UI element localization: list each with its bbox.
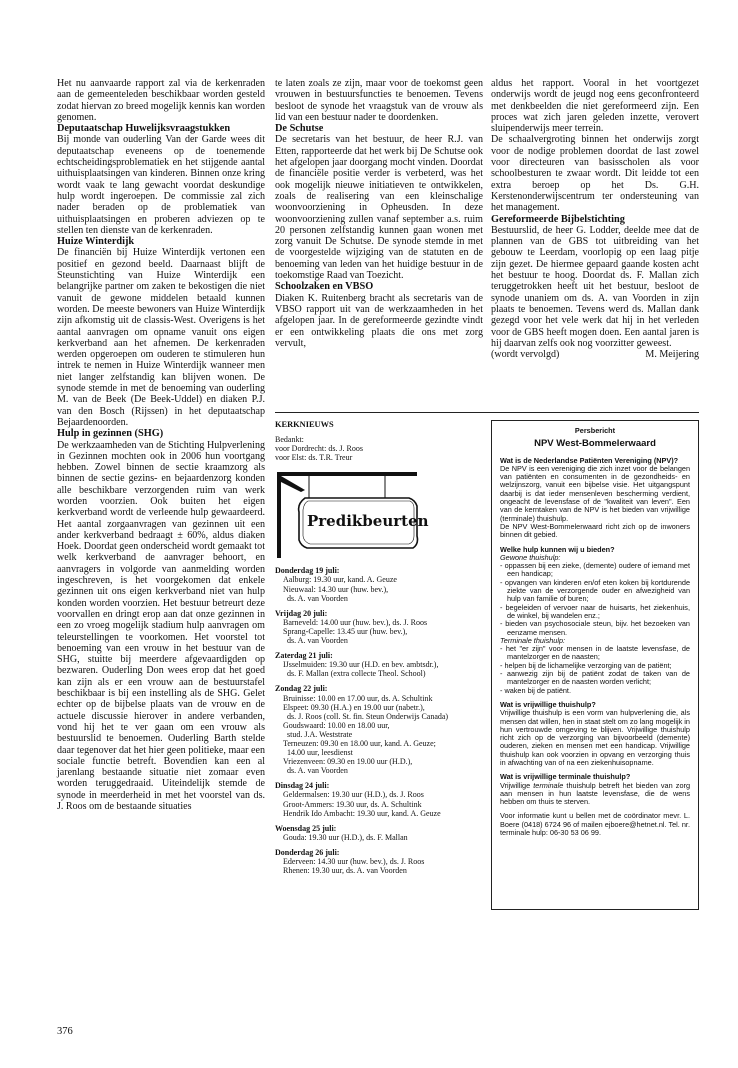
paragraph: Bestuurslid, de heer G. Lodder, deelde mee dat de plannen van de GBS tot uitbreiding van het gebouw te Leerdam, voorlopig op een laag pitje zijn gezet. De hiermee gepaard gaande kosten acht het bestuur te hoog. Doordat ds. F. Mallan zich teruggetrokken heeft uit het bestuur, besloot de synode unaniem om ds. A. van Voorden in zijn plaats te benoemen. Tevens werd ds. Mallan dank gezegd voor het vele werk dat hij in het verleden voor de GBS heeft mogen doen. Een aantal jaren is hij daarvan zelfs ook nog voorzitter geweest. bbox=[491, 224, 699, 349]
service-entry: ds. A. van Voorden bbox=[287, 766, 348, 776]
persbericht-title: NPV West-Bommelerwaard bbox=[534, 438, 656, 450]
service-entry: Gouda: 19.30 uur (H.D.), ds. F. Mallan bbox=[283, 832, 408, 842]
list-item: - het "er zijn" voor mensen in de laatste levensfase, de mantelzorger en de naasten; bbox=[500, 644, 690, 662]
column-2 bbox=[275, 78, 483, 349]
paragraph: De schaalvergroting binnen het onderwijs zorgt voor de nodige problemen doordat de last zowel voor directeuren van basisscholen als voor schoolbesturen te zwaar wordt. Dit leidde tot een extra beroep op het Ds. G.H. Kerstenonderwijscentrum ter ondersteuning van het management. bbox=[491, 134, 699, 214]
paragraph: te laten zoals ze zijn, maar voor de toekomst geen vrouwen in bestuursfuncties te benoemen. Tevens besloot de synode het vraagstuk van de vrouw als lid van een bestuur nader te doordenken. bbox=[275, 78, 483, 123]
paragraph: De secretaris van het bestuur, de heer R.J. van Etten, rapporteerde dat het werk bij De Schutse ook het afgelopen jaar doorgang mocht vinden. Doordat de financiële positie verder is verbeterd, was het ook mogelijk nieuwe initiatieven te ontwikkelen, zoals de realisering van een kleinschalige woonvoorziening in Opheusden. In deze woonvoorziening zullen vanaf september a.s. ruim 20 personen zelfstandig kunnen gaan wonen met zorg vanuit De Schutse. De synode stemde in met de voorgestelde wijziging van de statuten en de benoeming van leden van het huidige bestuur in de toekomstige Raad van Toezicht. bbox=[275, 134, 483, 282]
day-heading: Zaterdag 21 juli: bbox=[275, 651, 333, 661]
service-entry: Rhenen: 19.30 uur, ds. A. van Voorden bbox=[283, 866, 407, 876]
paragraph: Het nu aanvaarde rapport zal via de kerkenraden aan de gemeenteleden beschikbaar worden gesteld zodat hiervan zo breed mogelijk kennis kan worden genomen. bbox=[57, 78, 265, 123]
paragraph: De werkzaamheden van de Stichting Hulpverlening in Gezinnen mochten ook in 2006 hun voortgang hebben. Zowel binnen de sectie kraamzorg als binnen de sectie gezins- en bejaardenzorg konden alle beschikbare verzorgenden ruim van werk worden voorzien. Ook buiten het eigen kerkverband wordt de verleende hulp gewaardeerd. Het aantal zorgaanvragen van gezinnen uit een ander kerkverband bedraagt ± 60%, aldus diaken Hoek. Doordat geen onderscheid wordt gemaakt tot welk kerkverband de aanvrager behoort, en aanvragers in volgorde van aanmelding worden ingeschreven, is het voorgekomen dat enkele gezinnen uit ons eigen kerkverband niet van hulp konden worden voorzien. Het bestuur betreurt deze voorvallen en dringt erop aan dat onze gezinnen in een zo vroeg mogelijk stadium hulp aanvragen om teleurstellingen te voorkomen. Het voorstel tot benoeming van een vrouw in het bestuur van de SHG, stuitte bij meerdere afgevaardigden op bezwaren. Ouderling Don wees erop dat het goed kan zijn als er een vrouw aan de bestuurstafel beschikbaar is bij een instelling als de SHG. Gelet echter op de bijbelse plaats van de vrouw en de actuele discussie hierover in andere verbanden, vond hij het te ver gaan om een vrouw als bestuurslid te benoemen. Ouderling Barth stelde daar tegenover dat het hier geen politieke, maar een sociale functie betreft. Bovendien kan een al jarenlang bestaande situatie niet zomaar even worden teruggedraaid. Uiteindelijk stemde de synode in meerderheid in met het voorstel van ds. J. Roos om de bestaande situaties bbox=[57, 439, 265, 812]
kerknieuws-title: KERKNIEUWS bbox=[275, 420, 334, 429]
bedankt-item: voor Elst: ds. T.R. Treur bbox=[275, 453, 353, 463]
service-entry: IJsselmuiden: 19.30 uur (H.D. en bev. ambtsdr.), bbox=[283, 660, 439, 670]
predikbeurten-banner bbox=[275, 470, 429, 560]
service-entry: Elspeet: 09.30 (H.A.) en 19.00 uur (nabetr.), bbox=[283, 702, 425, 712]
service-entry: Barneveld: 14.00 uur (huw. bev.), ds. J. Roos bbox=[283, 617, 428, 627]
service-entry: ds. A. van Voorden bbox=[287, 636, 348, 646]
list-item: - helpen bij de lichamelijke verzorging van de patiënt; bbox=[500, 660, 672, 670]
service-entry: Terneuzen: 09.30 en 18.00 uur, kand. A. Geuze; bbox=[283, 738, 436, 748]
service-entry: stud. J.A. Weststrate bbox=[287, 729, 353, 739]
persbericht-label: Persbericht bbox=[574, 426, 616, 435]
predikbeurten-sign-text: Predikbeurten bbox=[307, 512, 429, 531]
author: M. Meijering bbox=[645, 349, 699, 361]
service-entry: 14.00 uur, leesdienst bbox=[287, 748, 353, 758]
service-entry: Goudswaard: 10.00 en 18.00 uur, bbox=[283, 720, 390, 730]
paragraph: aldus het rapport. Vooral in het voortgezet onderwijs wordt de jeugd nog eens geconfronteerd met denkbeelden die niet gereformeerd zijn. Een proces wat zich jaren geleden inzette, verovert sluipenderwijs meer terrein. bbox=[491, 78, 699, 135]
service-entry: ds. J. Roos (coll. St. fin. Steun Onderwijs Canada) bbox=[287, 711, 449, 721]
service-entry: Bruinisse: 10.00 en 17.00 uur, ds. A. Schultink bbox=[283, 693, 433, 703]
list-item: - opvangen van kinderen en/of eten koken bij kortdurende ziekte van de verzorgende ouder en afwezigheid van hulp van familie of buren; bbox=[500, 577, 690, 604]
paragraph: De NPV West-Bommelerwaard richt zich op de inwoners binnen dit gebied. bbox=[500, 521, 690, 540]
list-item: - begeleiden of vervoer naar de huisarts, het ziekenhuis, de winkel, bij wandelen enz.; bbox=[500, 602, 690, 620]
section-heading: Huize Winterdijk bbox=[57, 236, 135, 248]
paragraph: Diaken K. Ruitenberg bracht als secretaris van de VBSO rapport uit van de werkzaamheden in het afgelopen jaar. In de gereformeerde gezindte vindt er een ontwikkeling plaats die ons met zorg vervult, bbox=[275, 292, 483, 349]
subheading: Gewone thuishulp: bbox=[500, 552, 561, 562]
signature-line bbox=[491, 349, 699, 360]
persbericht-box bbox=[491, 420, 699, 910]
horizontal-rule bbox=[275, 412, 699, 413]
text-run: Vrijwillige bbox=[500, 780, 534, 790]
text-run-italic: terminale bbox=[533, 780, 564, 790]
day-heading: Woensdag 25 juli: bbox=[275, 823, 337, 833]
section-heading: Gereformeerde Bijbelstichting bbox=[491, 213, 625, 225]
question-heading: Wat is vrijwillige thuishulp? bbox=[500, 699, 596, 709]
day-heading: Donderdag 26 juli: bbox=[275, 847, 340, 857]
question-heading: Wat is vrijwillige terminale thuishulp? bbox=[500, 772, 631, 782]
column-1 bbox=[57, 78, 265, 812]
section-heading: Deputaatschap Huwelijksvraagstukken bbox=[57, 123, 231, 135]
service-entry: ds. F. Mallan (extra collecte Theol. School) bbox=[287, 669, 426, 679]
day-heading: Donderdag 19 juli: bbox=[275, 566, 340, 576]
column-3 bbox=[491, 78, 699, 360]
question-heading: Welke hulp kunnen wij u bieden? bbox=[500, 544, 615, 554]
day-heading: Vrijdag 20 juli: bbox=[275, 608, 328, 618]
question-heading: Wat is de Nederlandse Patiënten Vereniging (NPV)? bbox=[500, 455, 679, 465]
list-item: - waken bij de patiënt. bbox=[500, 685, 571, 695]
service-entry: Sprang-Capelle: 13.45 uur (huw. bev.), bbox=[283, 626, 408, 636]
bedankt-item: voor Dordrecht: ds. J. Roos bbox=[275, 444, 363, 454]
continued-note: (wordt vervolgd) bbox=[491, 349, 560, 361]
contact-paragraph: Voor informatie kunt u bellen met de coördinator mevr. L. Boere (0418) 6724 96 of mailen ejboere@hetnet.nl. Tel. nr. terminale hulp: 06-30 53 06 99. bbox=[500, 811, 690, 838]
paragraph: Bij monde van ouderling Van der Garde wees dit deputaatschap eveneens op de toenemende echtscheidingsproblematiek en het stijgende aantal uithuisplaatsingen van kinderen. Binnen onze kring wordt vaak te lang gewacht voordat deskundige hulp wordt ingeroepen. De commissie zal zich nader beraden op de problematiek van uithuisplaatsingen en proberen adviezen op te stellen ten dienste van de kerkenraden. bbox=[57, 134, 265, 236]
section-heading: De Schutse bbox=[275, 123, 324, 135]
list-item: - bieden van psychosociale steun, bijv. het bezoeken van eenzame mensen. bbox=[500, 619, 690, 637]
day-heading: Dinsdag 24 juli: bbox=[275, 781, 330, 791]
service-entry: Nieuwaal: 14.30 uur (huw. bev.), bbox=[283, 584, 389, 594]
paragraph: De financiën bij Huize Winterdijk vertonen een positief en gezond beeld. Daarnaast blijft de Steunstichting van Huize Winterdijk een belangrijke partner om zaken te bekostigen die niet vanuit de gewone middelen betaald kunnen worden. De meeste bewoners van Huize Winterdijk zijn afkomstig uit de classis-West. Overigens is het aantal aanvragen om opname vanuit ons eigen kerkverband aan het afnemen. De kerkenraden werden opgeroepen om ouderen te stimuleren hun intrek te nemen in Huize Winterdijk wanneer men niet langer zelfstandig kan blijven wonen. De synode stemde in met de benoeming van ouderling M. van de Beek (De Beek-Uddel) en diaken P.J. van den Bosch (Rijssen) in het deputaatschap Bejaardenoorden. bbox=[57, 247, 265, 428]
subheading: Terminale thuishulp: bbox=[500, 635, 566, 645]
page-number: 376 bbox=[57, 1026, 73, 1037]
service-entry: Geldermalsen: 19.30 uur (H.D.), ds. J. Roos bbox=[283, 790, 424, 800]
service-entry: Ederveen: 14.30 uur (huw. bev.), ds. J. Roos bbox=[283, 857, 425, 866]
text-run: thuishulp betreft het bieden van zorg aan mensen in hun laatste levensfase, die de wens hebben om thuis te sterven. bbox=[500, 780, 691, 807]
list-item: - oppassen bij een zieke, (demente) oudere of iemand met een handicap; bbox=[500, 561, 690, 579]
service-entry: Vriezenveen: 09.30 en 19.00 uur (H.D.), bbox=[283, 757, 413, 767]
section-heading: Schoolzaken en VBSO bbox=[275, 281, 374, 293]
bedankt-label: Bedankt: bbox=[275, 435, 304, 445]
service-entry: ds. A. van Voorden bbox=[287, 593, 348, 603]
list-item: - aanwezig zijn bij de patiënt zodat de taken van de mantelzorger en de naasten worden verlicht; bbox=[500, 669, 690, 687]
service-entry: Groot-Ammers: 19.30 uur, ds. A. Schultink bbox=[283, 799, 422, 809]
section-heading: Hulp in gezinnen (SHG) bbox=[57, 428, 164, 440]
paragraph bbox=[500, 782, 690, 807]
paragraph: Vrijwillige thuishulp is een vorm van hulpverlening die, als mensen dat willen, hen in staat stelt om zo lang mogelijk in hun vertrouwde omgeving te blijven. Vrijwillige thuishulp richt zich op de verzorging van bijvoorbeeld (demente) ouderen, zieken en mensen met een handicap. Vrijwillige thuishulp kan ook voorzien in opvang en verzorging thuis in afwachting van of na een ziekenhuisopname. bbox=[500, 708, 690, 767]
service-entry: Aalburg: 19.30 uur, kand. A. Geuze bbox=[283, 575, 397, 585]
day-heading: Zondag 22 juli: bbox=[275, 684, 328, 694]
paragraph: De NPV is een vereniging die zich inzet voor de belangen van patiënten en consumenten in de gezondheids- en welzijnszorg, vanuit een bijbelse visie. Het uitgangspunt daarbij is dat ieder mensenleven bescherming verdient, ongeacht de levensfase of de "kwaliteit van leven". Een van de kerntaken van de NPV is het bieden van vrijwillige (terminale) thuishulp. bbox=[500, 463, 690, 523]
kerknieuws bbox=[275, 420, 483, 875]
service-entry: Hendrik Ido Ambacht: 19.30 uur, kand. A. Geuze bbox=[283, 808, 441, 818]
